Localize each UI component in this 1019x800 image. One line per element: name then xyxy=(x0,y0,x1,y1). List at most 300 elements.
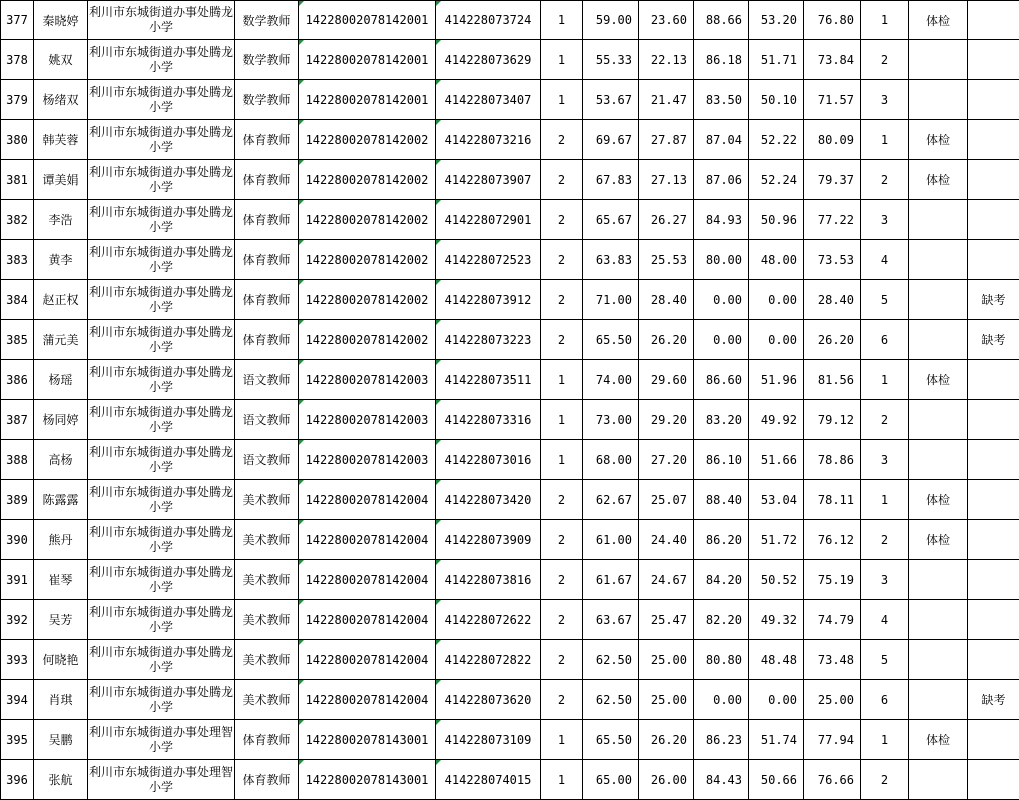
cell-post-code: 14228002078142002 xyxy=(299,120,436,160)
cell-total-score: 74.79 xyxy=(804,600,861,640)
cell-total-score: 81.56 xyxy=(804,360,861,400)
cell-exam-no: 414228072622 xyxy=(436,600,541,640)
cell-written-weighted: 23.60 xyxy=(639,1,694,40)
cell-serial-no: 394 xyxy=(1,680,34,720)
cell-post-code: 14228002078142001 xyxy=(299,80,436,120)
cell-serial-no: 383 xyxy=(1,240,34,280)
table-row xyxy=(1,440,1019,480)
cell-written-score: 67.83 xyxy=(583,160,639,200)
cell-written-weighted: 22.13 xyxy=(639,40,694,80)
cell-physical-exam xyxy=(909,440,968,480)
cell-post: 美术教师 xyxy=(235,560,299,600)
cell-written-weighted: 26.27 xyxy=(639,200,694,240)
cell-serial-no: 380 xyxy=(1,120,34,160)
cell-plan-count: 1 xyxy=(541,760,583,800)
cell-name: 吴鹏 xyxy=(34,720,88,760)
cell-serial-no: 391 xyxy=(1,560,34,600)
cell-total-score: 25.00 xyxy=(804,680,861,720)
cell-interview-score: 88.40 xyxy=(694,480,749,520)
cell-note xyxy=(968,240,1019,280)
cell-interview-weighted: 49.92 xyxy=(749,400,804,440)
cell-interview-score: 86.60 xyxy=(694,360,749,400)
cell-serial-no: 389 xyxy=(1,480,34,520)
cell-interview-weighted: 50.96 xyxy=(749,200,804,240)
cell-post: 美术教师 xyxy=(235,680,299,720)
cell-rank: 1 xyxy=(861,480,909,520)
cell-unit: 利川市东城街道办事处腾龙小学 xyxy=(88,480,235,520)
cell-physical-exam xyxy=(909,80,968,120)
cell-note xyxy=(968,200,1019,240)
cell-post: 语文教师 xyxy=(235,400,299,440)
cell-written-weighted: 24.40 xyxy=(639,520,694,560)
cell-unit: 利川市东城街道办事处腾龙小学 xyxy=(88,600,235,640)
cell-interview-score: 86.18 xyxy=(694,40,749,80)
cell-exam-no: 414228074015 xyxy=(436,760,541,800)
cell-rank: 1 xyxy=(861,720,909,760)
cell-serial-no: 390 xyxy=(1,520,34,560)
cell-name: 高杨 xyxy=(34,440,88,480)
table-row xyxy=(1,520,1019,560)
cell-total-score: 80.09 xyxy=(804,120,861,160)
table-row xyxy=(1,720,1019,760)
cell-rank: 3 xyxy=(861,80,909,120)
cell-post: 体育教师 xyxy=(235,120,299,160)
cell-physical-exam xyxy=(909,320,968,360)
cell-written-score: 65.67 xyxy=(583,200,639,240)
cell-plan-count: 1 xyxy=(541,440,583,480)
table-row xyxy=(1,360,1019,400)
cell-total-score: 79.12 xyxy=(804,400,861,440)
cell-name: 赵正权 xyxy=(34,280,88,320)
cell-written-score: 63.83 xyxy=(583,240,639,280)
cell-interview-weighted: 0.00 xyxy=(749,280,804,320)
cell-unit: 利川市东城街道办事处腾龙小学 xyxy=(88,400,235,440)
cell-post-code: 14228002078142002 xyxy=(299,200,436,240)
cell-unit: 利川市东城街道办事处腾龙小学 xyxy=(88,440,235,480)
table-body xyxy=(1,1,1019,800)
cell-unit: 利川市东城街道办事处腾龙小学 xyxy=(88,40,235,80)
cell-physical-exam xyxy=(909,680,968,720)
cell-name: 陈露露 xyxy=(34,480,88,520)
cell-post: 语文教师 xyxy=(235,440,299,480)
cell-total-score: 71.57 xyxy=(804,80,861,120)
table-row xyxy=(1,40,1019,80)
cell-post: 体育教师 xyxy=(235,760,299,800)
cell-plan-count: 2 xyxy=(541,680,583,720)
cell-serial-no: 393 xyxy=(1,640,34,680)
cell-post-code: 14228002078142003 xyxy=(299,400,436,440)
cell-post: 体育教师 xyxy=(235,720,299,760)
cell-interview-weighted: 48.48 xyxy=(749,640,804,680)
cell-interview-weighted: 51.66 xyxy=(749,440,804,480)
cell-written-weighted: 25.00 xyxy=(639,680,694,720)
cell-exam-no: 414228073909 xyxy=(436,520,541,560)
cell-written-score: 68.00 xyxy=(583,440,639,480)
cell-unit: 利川市东城街道办事处腾龙小学 xyxy=(88,120,235,160)
cell-post: 美术教师 xyxy=(235,640,299,680)
cell-unit: 利川市东城街道办事处腾龙小学 xyxy=(88,240,235,280)
cell-rank: 3 xyxy=(861,560,909,600)
cell-plan-count: 1 xyxy=(541,720,583,760)
cell-physical-exam: 体检 xyxy=(909,1,968,40)
cell-unit: 利川市东城街道办事处腾龙小学 xyxy=(88,680,235,720)
cell-note xyxy=(968,560,1019,600)
cell-post: 美术教师 xyxy=(235,520,299,560)
cell-rank: 1 xyxy=(861,1,909,40)
cell-interview-score: 82.20 xyxy=(694,600,749,640)
cell-interview-weighted: 51.96 xyxy=(749,360,804,400)
cell-physical-exam: 体检 xyxy=(909,360,968,400)
cell-written-score: 55.33 xyxy=(583,40,639,80)
cell-written-score: 65.00 xyxy=(583,760,639,800)
cell-post-code: 14228002078142003 xyxy=(299,440,436,480)
cell-name: 谭美娟 xyxy=(34,160,88,200)
cell-total-score: 76.80 xyxy=(804,1,861,40)
cell-exam-no: 414228073223 xyxy=(436,320,541,360)
cell-name: 韩芙蓉 xyxy=(34,120,88,160)
cell-exam-no: 414228073912 xyxy=(436,280,541,320)
cell-physical-exam: 体检 xyxy=(909,480,968,520)
cell-interview-weighted: 49.32 xyxy=(749,600,804,640)
cell-serial-no: 384 xyxy=(1,280,34,320)
cell-written-score: 59.00 xyxy=(583,1,639,40)
cell-physical-exam: 体检 xyxy=(909,520,968,560)
cell-rank: 2 xyxy=(861,760,909,800)
cell-note xyxy=(968,120,1019,160)
cell-post: 语文教师 xyxy=(235,360,299,400)
cell-post-code: 14228002078142004 xyxy=(299,560,436,600)
cell-written-weighted: 28.40 xyxy=(639,280,694,320)
cell-interview-score: 80.80 xyxy=(694,640,749,680)
cell-plan-count: 2 xyxy=(541,240,583,280)
cell-note xyxy=(968,520,1019,560)
cell-post: 数学教师 xyxy=(235,1,299,40)
cell-total-score: 76.12 xyxy=(804,520,861,560)
cell-serial-no: 385 xyxy=(1,320,34,360)
cell-rank: 1 xyxy=(861,360,909,400)
table-row xyxy=(1,1,1019,40)
cell-note xyxy=(968,480,1019,520)
cell-plan-count: 2 xyxy=(541,280,583,320)
cell-post: 数学教师 xyxy=(235,80,299,120)
cell-total-score: 78.86 xyxy=(804,440,861,480)
cell-interview-weighted: 51.74 xyxy=(749,720,804,760)
cell-rank: 2 xyxy=(861,520,909,560)
cell-serial-no: 396 xyxy=(1,760,34,800)
table-row xyxy=(1,480,1019,520)
cell-exam-no: 414228073907 xyxy=(436,160,541,200)
cell-interview-score: 87.04 xyxy=(694,120,749,160)
cell-name: 李浩 xyxy=(34,200,88,240)
cell-exam-no: 414228072523 xyxy=(436,240,541,280)
cell-note xyxy=(968,160,1019,200)
cell-interview-score: 83.20 xyxy=(694,400,749,440)
cell-plan-count: 2 xyxy=(541,640,583,680)
cell-written-weighted: 25.53 xyxy=(639,240,694,280)
cell-interview-score: 80.00 xyxy=(694,240,749,280)
cell-written-weighted: 25.07 xyxy=(639,480,694,520)
cell-exam-no: 414228073016 xyxy=(436,440,541,480)
cell-name: 杨同婷 xyxy=(34,400,88,440)
cell-post: 体育教师 xyxy=(235,320,299,360)
cell-post: 体育教师 xyxy=(235,280,299,320)
cell-interview-score: 87.06 xyxy=(694,160,749,200)
cell-plan-count: 1 xyxy=(541,80,583,120)
cell-exam-no: 414228073109 xyxy=(436,720,541,760)
cell-total-score: 28.40 xyxy=(804,280,861,320)
cell-plan-count: 2 xyxy=(541,160,583,200)
cell-written-score: 71.00 xyxy=(583,280,639,320)
cell-serial-no: 382 xyxy=(1,200,34,240)
cell-post-code: 14228002078142004 xyxy=(299,520,436,560)
cell-exam-no: 414228073620 xyxy=(436,680,541,720)
table-row xyxy=(1,240,1019,280)
cell-written-weighted: 24.67 xyxy=(639,560,694,600)
cell-written-weighted: 27.20 xyxy=(639,440,694,480)
cell-total-score: 79.37 xyxy=(804,160,861,200)
cell-written-weighted: 26.00 xyxy=(639,760,694,800)
cell-note: 缺考 xyxy=(968,280,1019,320)
cell-unit: 利川市东城街道办事处腾龙小学 xyxy=(88,560,235,600)
cell-written-score: 65.50 xyxy=(583,720,639,760)
cell-name: 杨瑶 xyxy=(34,360,88,400)
cell-written-weighted: 21.47 xyxy=(639,80,694,120)
cell-unit: 利川市东城街道办事处腾龙小学 xyxy=(88,320,235,360)
cell-interview-weighted: 53.20 xyxy=(749,1,804,40)
cell-plan-count: 2 xyxy=(541,120,583,160)
cell-note xyxy=(968,360,1019,400)
cell-name: 何晓艳 xyxy=(34,640,88,680)
cell-rank: 4 xyxy=(861,240,909,280)
table-row xyxy=(1,560,1019,600)
cell-rank: 5 xyxy=(861,280,909,320)
cell-written-weighted: 26.20 xyxy=(639,320,694,360)
cell-written-score: 61.00 xyxy=(583,520,639,560)
cell-exam-no: 414228073407 xyxy=(436,80,541,120)
cell-interview-score: 84.43 xyxy=(694,760,749,800)
table-row xyxy=(1,80,1019,120)
table-row xyxy=(1,400,1019,440)
cell-post: 体育教师 xyxy=(235,240,299,280)
cell-plan-count: 2 xyxy=(541,480,583,520)
cell-post-code: 14228002078143001 xyxy=(299,720,436,760)
cell-interview-weighted: 51.71 xyxy=(749,40,804,80)
cell-serial-no: 379 xyxy=(1,80,34,120)
cell-post: 体育教师 xyxy=(235,160,299,200)
cell-interview-weighted: 48.00 xyxy=(749,240,804,280)
cell-written-weighted: 29.60 xyxy=(639,360,694,400)
cell-serial-no: 386 xyxy=(1,360,34,400)
cell-plan-count: 2 xyxy=(541,520,583,560)
cell-interview-weighted: 50.52 xyxy=(749,560,804,600)
cell-post-code: 14228002078142004 xyxy=(299,600,436,640)
cell-interview-score: 0.00 xyxy=(694,320,749,360)
cell-written-weighted: 27.13 xyxy=(639,160,694,200)
cell-exam-no: 414228073629 xyxy=(436,40,541,80)
cell-interview-weighted: 51.72 xyxy=(749,520,804,560)
cell-interview-weighted: 0.00 xyxy=(749,680,804,720)
cell-physical-exam: 体检 xyxy=(909,120,968,160)
cell-physical-exam xyxy=(909,240,968,280)
cell-interview-score: 0.00 xyxy=(694,280,749,320)
table-row xyxy=(1,120,1019,160)
cell-interview-score: 83.50 xyxy=(694,80,749,120)
cell-post-code: 14228002078142001 xyxy=(299,40,436,80)
cell-interview-weighted: 52.24 xyxy=(749,160,804,200)
cell-unit: 利川市东城街道办事处腾龙小学 xyxy=(88,200,235,240)
cell-written-weighted: 27.87 xyxy=(639,120,694,160)
cell-written-score: 73.00 xyxy=(583,400,639,440)
cell-total-score: 75.19 xyxy=(804,560,861,600)
cell-interview-score: 84.20 xyxy=(694,560,749,600)
cell-plan-count: 1 xyxy=(541,360,583,400)
cell-serial-no: 387 xyxy=(1,400,34,440)
cell-total-score: 78.11 xyxy=(804,480,861,520)
cell-interview-score: 86.10 xyxy=(694,440,749,480)
cell-interview-score: 88.66 xyxy=(694,1,749,40)
cell-post: 数学教师 xyxy=(235,40,299,80)
cell-post-code: 14228002078142003 xyxy=(299,360,436,400)
table-row xyxy=(1,280,1019,320)
cell-name: 崔琴 xyxy=(34,560,88,600)
cell-serial-no: 395 xyxy=(1,720,34,760)
cell-serial-no: 388 xyxy=(1,440,34,480)
cell-plan-count: 2 xyxy=(541,600,583,640)
cell-rank: 2 xyxy=(861,400,909,440)
cell-exam-no: 414228073724 xyxy=(436,1,541,40)
cell-post-code: 14228002078142004 xyxy=(299,640,436,680)
cell-note xyxy=(968,720,1019,760)
cell-physical-exam xyxy=(909,640,968,680)
cell-unit: 利川市东城街道办事处腾龙小学 xyxy=(88,80,235,120)
cell-rank: 3 xyxy=(861,200,909,240)
cell-serial-no: 378 xyxy=(1,40,34,80)
cell-total-score: 77.22 xyxy=(804,200,861,240)
cell-physical-exam xyxy=(909,600,968,640)
cell-interview-score: 0.00 xyxy=(694,680,749,720)
cell-name: 黄李 xyxy=(34,240,88,280)
cell-interview-weighted: 50.66 xyxy=(749,760,804,800)
cell-name: 秦晓婷 xyxy=(34,1,88,40)
cell-exam-no: 414228073511 xyxy=(436,360,541,400)
cell-name: 吴芳 xyxy=(34,600,88,640)
cell-plan-count: 2 xyxy=(541,560,583,600)
table-row xyxy=(1,200,1019,240)
cell-unit: 利川市东城街道办事处腾龙小学 xyxy=(88,360,235,400)
cell-written-score: 69.67 xyxy=(583,120,639,160)
cell-name: 熊丹 xyxy=(34,520,88,560)
cell-rank: 6 xyxy=(861,320,909,360)
cell-written-score: 53.67 xyxy=(583,80,639,120)
cell-name: 杨绪双 xyxy=(34,80,88,120)
cell-post-code: 14228002078142004 xyxy=(299,480,436,520)
cell-unit: 利川市东城街道办事处理智小学 xyxy=(88,760,235,800)
cell-written-weighted: 25.47 xyxy=(639,600,694,640)
table-row xyxy=(1,320,1019,360)
cell-exam-no: 414228073816 xyxy=(436,560,541,600)
cell-interview-score: 86.23 xyxy=(694,720,749,760)
table-row xyxy=(1,600,1019,640)
cell-note xyxy=(968,760,1019,800)
cell-physical-exam xyxy=(909,40,968,80)
cell-plan-count: 1 xyxy=(541,400,583,440)
cell-exam-no: 414228072901 xyxy=(436,200,541,240)
cell-plan-count: 2 xyxy=(541,200,583,240)
cell-interview-score: 86.20 xyxy=(694,520,749,560)
cell-note: 缺考 xyxy=(968,680,1019,720)
cell-post-code: 14228002078142002 xyxy=(299,160,436,200)
cell-physical-exam xyxy=(909,200,968,240)
cell-note: 缺考 xyxy=(968,320,1019,360)
cell-exam-no: 414228073420 xyxy=(436,480,541,520)
cell-physical-exam: 体检 xyxy=(909,720,968,760)
cell-plan-count: 1 xyxy=(541,40,583,80)
cell-note xyxy=(968,640,1019,680)
cell-interview-weighted: 0.00 xyxy=(749,320,804,360)
cell-name: 姚双 xyxy=(34,40,88,80)
cell-written-score: 65.50 xyxy=(583,320,639,360)
cell-post: 体育教师 xyxy=(235,200,299,240)
cell-name: 蒲元美 xyxy=(34,320,88,360)
cell-interview-weighted: 52.22 xyxy=(749,120,804,160)
cell-interview-weighted: 50.10 xyxy=(749,80,804,120)
cell-post: 美术教师 xyxy=(235,600,299,640)
cell-physical-exam xyxy=(909,280,968,320)
cell-post-code: 14228002078142001 xyxy=(299,1,436,40)
cell-interview-weighted: 53.04 xyxy=(749,480,804,520)
cell-rank: 1 xyxy=(861,120,909,160)
cell-rank: 3 xyxy=(861,440,909,480)
cell-plan-count: 2 xyxy=(541,320,583,360)
cell-written-score: 62.67 xyxy=(583,480,639,520)
cell-unit: 利川市东城街道办事处腾龙小学 xyxy=(88,160,235,200)
cell-written-weighted: 29.20 xyxy=(639,400,694,440)
cell-written-score: 62.50 xyxy=(583,680,639,720)
cell-total-score: 77.94 xyxy=(804,720,861,760)
cell-exam-no: 414228073216 xyxy=(436,120,541,160)
cell-note xyxy=(968,400,1019,440)
cell-exam-no: 414228073316 xyxy=(436,400,541,440)
cell-post-code: 14228002078142002 xyxy=(299,240,436,280)
cell-unit: 利川市东城街道办事处腾龙小学 xyxy=(88,280,235,320)
cell-serial-no: 392 xyxy=(1,600,34,640)
cell-serial-no: 377 xyxy=(1,1,34,40)
cell-rank: 5 xyxy=(861,640,909,680)
cell-unit: 利川市东城街道办事处腾龙小学 xyxy=(88,640,235,680)
cell-note xyxy=(968,600,1019,640)
cell-written-score: 63.67 xyxy=(583,600,639,640)
table-row xyxy=(1,160,1019,200)
cell-physical-exam xyxy=(909,400,968,440)
cell-written-score: 61.67 xyxy=(583,560,639,600)
cell-written-weighted: 25.00 xyxy=(639,640,694,680)
cell-interview-score: 84.93 xyxy=(694,200,749,240)
cell-serial-no: 381 xyxy=(1,160,34,200)
cell-unit: 利川市东城街道办事处理智小学 xyxy=(88,720,235,760)
cell-unit: 利川市东城街道办事处腾龙小学 xyxy=(88,1,235,40)
cell-total-score: 26.20 xyxy=(804,320,861,360)
cell-rank: 2 xyxy=(861,160,909,200)
cell-note xyxy=(968,80,1019,120)
cell-note xyxy=(968,440,1019,480)
cell-name: 肖琪 xyxy=(34,680,88,720)
cell-total-score: 73.48 xyxy=(804,640,861,680)
cell-exam-no: 414228072822 xyxy=(436,640,541,680)
cell-name: 张航 xyxy=(34,760,88,800)
cell-post-code: 14228002078142002 xyxy=(299,280,436,320)
table-row xyxy=(1,680,1019,720)
cell-written-score: 62.50 xyxy=(583,640,639,680)
